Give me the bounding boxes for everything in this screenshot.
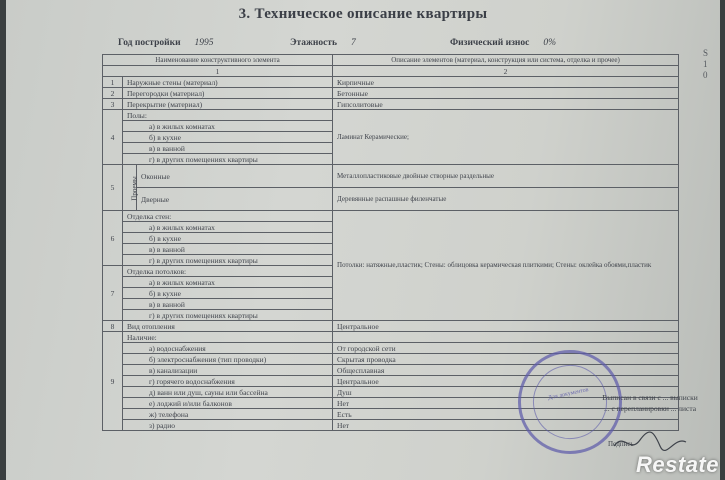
row-name: Вид отопления	[123, 321, 333, 332]
row-description	[333, 332, 679, 343]
row-description: Деревянные распашные филенчатые	[333, 188, 679, 211]
row-name: Отделка стен:	[123, 211, 333, 222]
year-built-label: Год постройки	[118, 38, 181, 48]
row-name: Полы:	[123, 110, 333, 121]
wear-label: Физический износ	[450, 38, 530, 48]
subrow-name: в) канализации	[123, 365, 333, 376]
physical-wear	[450, 38, 556, 48]
table-row	[103, 77, 679, 88]
subrow-name: г) в других помещениях квартиры	[123, 255, 333, 266]
table-row	[103, 88, 679, 99]
side-mark: 1	[702, 59, 708, 69]
subrow-name: е) лоджий и/или балконов	[123, 398, 333, 409]
subrow-name: д) ванн или душ, сауны или бассейна	[123, 387, 333, 398]
subrow-description: Есть	[333, 409, 679, 420]
note-text: Выписан в связи с ... выписки ... с перепланировки ... листа	[602, 393, 698, 413]
table-row	[103, 321, 679, 332]
row-description: Металлопластиковые двойные створные раздельные	[333, 165, 679, 188]
subrow-description: Душ	[333, 387, 679, 398]
document-page	[6, 0, 720, 480]
row-description: Бетонные	[333, 88, 679, 99]
row-name: Оконные	[137, 165, 333, 188]
handwritten-note	[602, 392, 698, 414]
floors-count	[290, 38, 356, 48]
row-number: 3	[103, 99, 123, 110]
row-description: Потолки: натяжные,пластик; Стены: облицовка керамическая плиткими; Стены: оклейка обоями,пластик	[333, 211, 679, 321]
row-number: 8	[103, 321, 123, 332]
subrow-name: в) в ванной	[123, 244, 333, 255]
subrow-name: г) в других помещениях квартиры	[123, 310, 333, 321]
column-number: 2	[333, 66, 679, 77]
side-marks	[703, 48, 708, 81]
subrow-name: в) в ванной	[123, 143, 333, 154]
openings-group-label	[123, 165, 137, 211]
year-built	[118, 38, 214, 48]
row-number: 7	[103, 266, 123, 321]
subrow-name: а) водоснабжения	[123, 343, 333, 354]
row-name: Наружные стены (материал)	[123, 77, 333, 88]
row-name: Перегородки (материал)	[123, 88, 333, 99]
stamp-text: Для документов	[547, 386, 590, 402]
row-number: 6	[103, 211, 123, 266]
subrow-description: Нет	[333, 398, 679, 409]
row-description: Гипсолитовые	[333, 99, 679, 110]
row-name: Дверные	[137, 188, 333, 211]
subrow-name: ж) телефона	[123, 409, 333, 420]
table-row	[103, 188, 679, 211]
year-built-value: 1995	[194, 38, 214, 48]
floors-value: 7	[351, 38, 356, 48]
column-number: 1	[103, 66, 333, 77]
subrow-description: Скрытая проводка	[333, 354, 679, 365]
row-name: Перекрытие (материал)	[123, 99, 333, 110]
row-number: 1	[103, 77, 123, 88]
floors-label: Этажность	[290, 38, 337, 48]
header-element-description: Описание элементов (материал, конструкция или система, отделка и прочее)	[333, 55, 679, 66]
row-number: 5	[103, 165, 123, 211]
subrow-description: Общесплавная	[333, 365, 679, 376]
table-row	[103, 211, 679, 222]
restate-watermark: Restate	[636, 452, 719, 477]
row-name: Наличие:	[123, 332, 333, 343]
subrow-name: в) в ванной	[123, 299, 333, 310]
column-number-row	[103, 66, 679, 77]
table-row	[103, 99, 679, 110]
subrow-description: Нет	[333, 420, 679, 431]
subrow-name: а) в жилых комнатах	[123, 121, 333, 132]
subrow-name: г) в других помещениях квартиры	[123, 154, 333, 165]
table-subrow	[103, 343, 679, 354]
row-number: 9	[103, 332, 123, 431]
table-row	[103, 332, 679, 343]
wear-value: 0%	[543, 38, 557, 48]
row-description: Центральное	[333, 321, 679, 332]
row-description: Ламинат Керамические;	[333, 110, 679, 165]
sign-mark: Подпись	[608, 440, 634, 448]
subrow-name: з) радио	[123, 420, 333, 431]
subrow-name: б) электроснабжения (тип проводки)	[123, 354, 333, 365]
document-title: 3. Техническое описание квартиры	[238, 6, 488, 22]
subrow-name: а) в жилых комнатах	[123, 222, 333, 233]
openings-group-text: Проемы	[130, 175, 139, 201]
table-header-row	[103, 55, 679, 66]
subrow-description: От городской сети	[333, 343, 679, 354]
header-element-name: Наименование конструктивного элемента	[103, 55, 333, 66]
row-number: 4	[103, 110, 123, 165]
row-number: 2	[103, 88, 123, 99]
subrow-name: а) в жилых комнатах	[123, 277, 333, 288]
subrow-name: б) в кухне	[123, 288, 333, 299]
subrow-name: г) горячего водоснабжения	[123, 376, 333, 387]
subrow-description: Центральное	[333, 376, 679, 387]
signature	[610, 428, 690, 454]
row-name: Отделка потолков:	[123, 266, 333, 277]
side-mark: 0	[702, 70, 708, 80]
side-mark: S	[702, 48, 708, 58]
table-row	[103, 110, 679, 121]
table-row	[103, 165, 679, 188]
row-description: Кирпичные	[333, 77, 679, 88]
subrow-name: б) в кухне	[123, 132, 333, 143]
subrow-name: б) в кухне	[123, 233, 333, 244]
